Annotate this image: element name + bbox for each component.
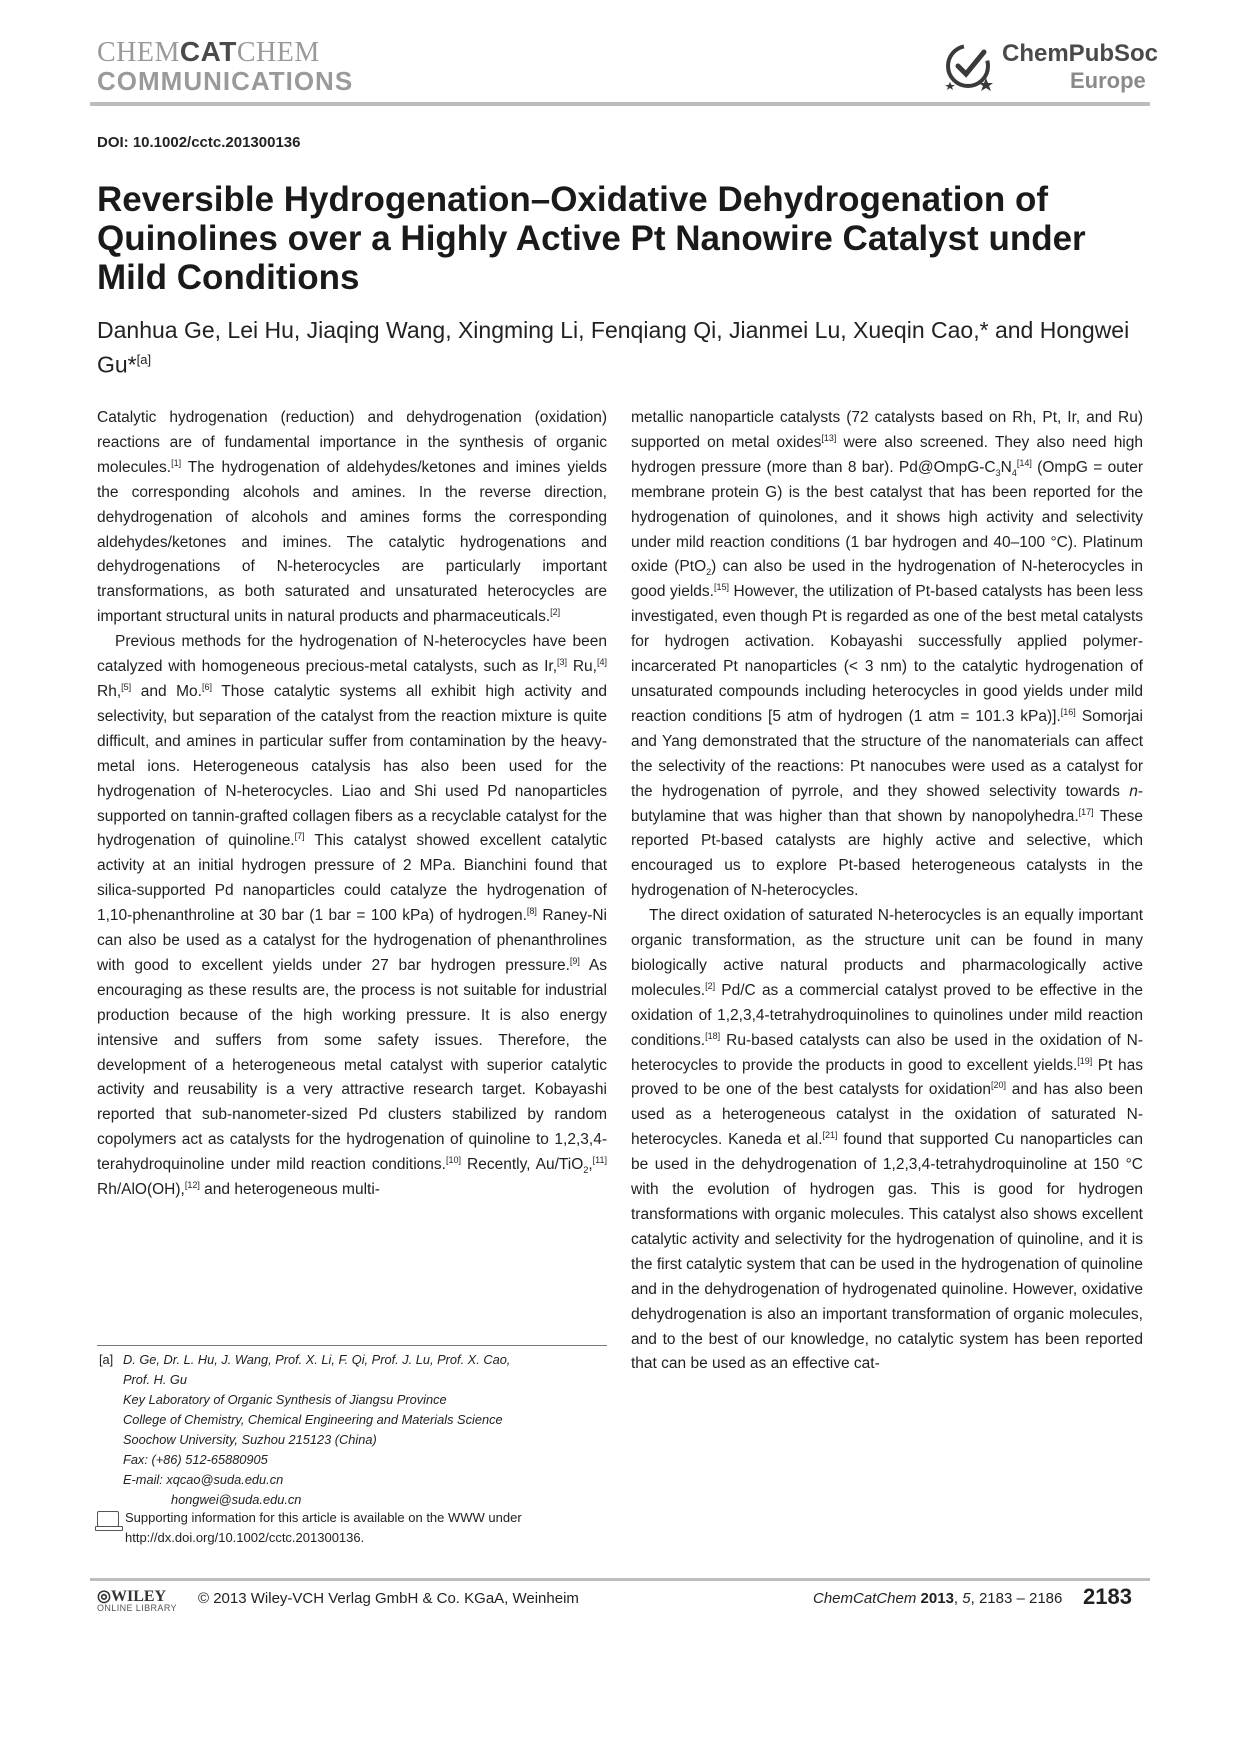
chempubsoc-star-icon [940, 38, 1000, 94]
body-column-right [631, 406, 1143, 1377]
footnote-line: Soochow University, Suzhou 215123 (China) [123, 1432, 377, 1447]
email-link[interactable]: hongwei@suda.edu.cn [171, 1492, 302, 1507]
affiliation-footnote [97, 1350, 607, 1510]
publisher-region: Europe [1070, 68, 1146, 93]
supporting-info-text[interactable]: Supporting information for this article is available on the WWW under http://dx.doi.org/10.1002/cctc.201300136. [125, 1510, 522, 1545]
footnote-mark: [a] [99, 1352, 114, 1367]
footnote-line: Prof. H. Gu [123, 1372, 188, 1387]
body-column-left [97, 406, 607, 1203]
footnote-line: E-mail: xqcao@suda.edu.cn [123, 1472, 284, 1487]
paragraph: metallic nanoparticle catalysts (72 catalysts based on Rh, Pt, Ir, and Ru) supported on metal oxides[13] were also screened. They also need high hydrogen pressure (more than 8 bar). $Pd@OmpG-C_3N_4[14]$ (OmpG = outer membrane protein G) is the best catalyst that has been reported for the hydrogenation of quinolones, and it shows high activity and selectivity under mild reaction conditions (1 bar hydrogen and 40–100 °C). Platinum oxide (PtO$_2$) can also be used in the hydrogenation of N-heterocycles in good yields.[15] However, the utilization of Pt-based catalysts has been less investigated, even though Pt is regarded as one of the best metal catalysts for hydrogen activation. Kobayashi successfully applied polymer-incarcerated Pt nanoparticles (< 3 nm) to the catalytic hydrogenation of unsaturated compounds including heterocycles in good yields under mild reaction conditions [5 atm of hydrogen (1 atm = 101.3 kPa)].[16] Somorjai and Yang demonstrated that the structure of the nanomaterials can affect the selectivity of the reactions: Pt nanocubes were used as a catalyst for the hydrogenation of pyrrole, and they showed selectivity towards n-butylamine that was higher than that shown by nanopolyhedra.[17] These reported Pt-based catalysts are highly active and selective, which encouraged us to explore Pt-based heterogeneous catalysts in the hydrogenation of N-heterocycles. [631, 409, 1143, 900]
footnote-line: D. Ge, Dr. L. Hu, J. Wang, Prof. X. Li, F. Qi, Prof. J. Lu, Prof. X. Cao, [123, 1352, 511, 1367]
wiley-logo: ◎WILEY [97, 1588, 167, 1605]
paragraph: Previous methods for the hydrogenation of N-heterocycles have been catalyzed with homogeneous precious-metal catalysts, such as Ir,[3] Ru,[4] Rh,[5] and Mo.[6] Those catalytic systems all exhibit high activity and selectivity, but separation of the catalyst from the reaction mixture is quite difficult, and amines in particular suffer from contamination by the heavy-metal ions. Heterogeneous catalysis has also been used for the hydrogenation of N-heterocycles. Liao and Shi used Pd nanoparticles supported on tannin-grafted collagen fibers as a recyclable catalyst for the hydrogenation of quinoline.[7] This catalyst showed excellent catalytic activity at an initial hydrogen pressure of 2 MPa. Bianchini found that silica-supported Pd nanoparticles could catalyze the hydrogenation of 1,10-phenanthroline at 30 bar (1 bar = 100 kPa) of hydrogen.[8] Raney-Ni can also be used as a catalyst for the hydrogenation of phenanthrolines with good to excellent yields under 27 bar hydrogen pressure.[9] As encouraging as these results are, the process is not suitable for industrial production because of the high working pressure. It is also energy intensive and suffers from some safety issues. Therefore, the development of a heterogeneous metal catalyst with superior catalytic activity and reusability is a very attractive research target. Kobayashi reported that sub-nanometer-sized Pd clusters stabilized by random copolymers act as catalysts for the hydrogenation of quinoline to 1,2,3,4-terahydroquinoline under mild reaction conditions.[10] Recently, Au/TiO$_2$,[11] Rh/AlO(OH),[12] and heterogeneous multi- [97, 633, 608, 1199]
supporting-info-note [97, 1508, 607, 1548]
author-list: Danhua Ge, Lei Hu, Jiaqing Wang, Xingming Li, Fenqiang Qi, Jianmei Lu, Xueqin Cao,* and Hongwei Gu*[a] [97, 317, 1130, 378]
footer-rule [90, 1578, 1150, 1581]
journal-name: CHEMCATCHEM [97, 36, 320, 68]
paragraph: The direct oxidation of saturated N-heterocycles is an equally important organic transformation, as the structure unit can be found in many biologically active natural products and pharmacologically active molecules.[2] Pd/C as a commercial catalyst proved to be effective in the oxidation of 1,2,3,4-tetrahydroquinolines to quinolines under mild reaction conditions.[18] Ru-based catalysts can also be used in the oxidation of N-heterocycles to provide the products in good to excellent yields.[19] Pt has proved to be one of the best catalysts for oxidation[20] and has also been used as a heterogeneous catalyst in the oxidation of saturated N-heterocycles. Kaneda et al.[21] found that supported Cu nanoparticles can be used in the dehydrogenation of 1,2,3,4-tetrahydroquinoline at 150 °C with the evolution of hydrogen gas. This is good for hydrogen transformations with organic molecules. This catalyst also shows excellent catalytic activity and selectivity for the hydrogenation of quinoline, and it is the first catalytic system that can be used in the hydrogenation of quinoline and in the dehydrogenation of hydrogenated quinoline. However, oxidative dehydrogenation is also an important transformation of organic molecules, and to the best of our knowledge, no catalytic system has been reported that can be used as an effective cat- [631, 907, 1143, 1373]
section-label: COMMUNICATIONS [97, 66, 354, 96]
header-rule [90, 102, 1150, 106]
citation: ChemCatChem 2013, 5, 2183 – 2186 [813, 1590, 1063, 1607]
footnote-rule [97, 1345, 607, 1346]
footnote-line: Fax: (+86) 512-65880905 [123, 1452, 268, 1467]
paragraph: Catalytic hydrogenation (reduction) and dehydrogenation (oxidation) reactions are of fundamental importance in the synthesis of organic molecules.[1] The hydrogenation of aldehydes/ketones and imines yields the corresponding alcohols and amines. In the reverse direction, dehydrogenation of alcohols and amines forms the corresponding aldehydes/ketones and imines. The catalytic hydrogenations and dehydrogenations of N-heterocycles are particularly important transformations, as both saturated and unsaturated heterocycles are important structural units in natural products and pharmaceuticals.[2] [97, 409, 607, 626]
copyright: © 2013 Wiley-VCH Verlag GmbH & Co. KGaA, Weinheim [198, 1590, 579, 1607]
footnote-line: College of Chemistry, Chemical Engineering and Materials Science [123, 1412, 503, 1427]
wiley-icon: ◎ [97, 1588, 111, 1605]
publisher-name: ChemPubSoc [1002, 40, 1159, 67]
publisher-logo [940, 38, 1159, 94]
footnote-line: Key Laboratory of Organic Synthesis of Jiangsu Province [123, 1392, 447, 1407]
computer-icon [97, 1511, 119, 1527]
wiley-library: ONLINE LIBRARY [97, 1603, 177, 1613]
page-number: 2183 [1083, 1584, 1132, 1609]
doi: DOI: 10.1002/cctc.201300136 [97, 134, 301, 151]
article-title: Reversible Hydrogenation–Oxidative Dehydrogenation of Quinolines over a Highly Active Pt Nanowire Catalyst under Mild Conditions [97, 180, 1086, 297]
